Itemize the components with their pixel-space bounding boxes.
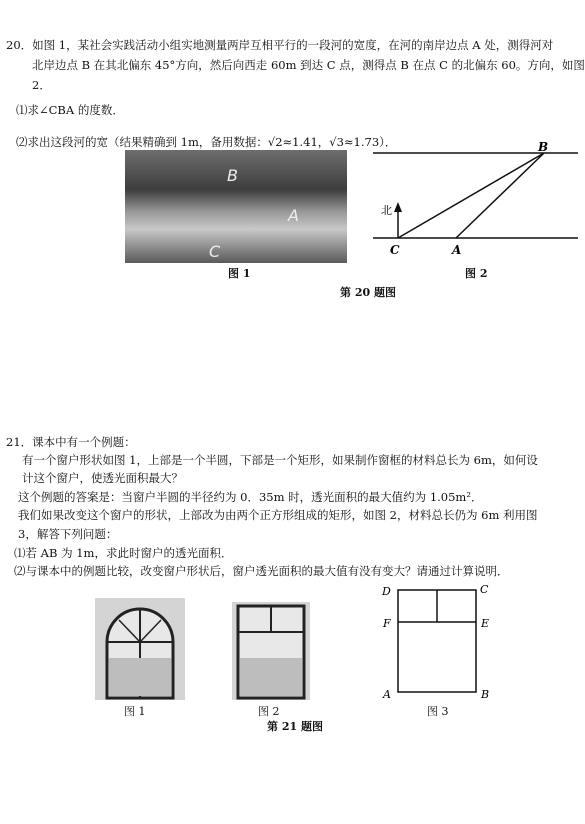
q20-text-line2: 北岸边点 B 在其北偏东 45°方向，然后向西走 60m 到达 C 点，测得点 B 在点 C 的北偏东 60。方向，如图 — [32, 58, 585, 72]
q21-rect-window-figure — [232, 602, 310, 700]
q21-text-line5: 我们如果改变这个窗户的形状，上部改为由两个正方形组成的矩形，如图 2，材料总长仍为 6m 利用图 — [18, 508, 538, 522]
q21-text-line6: 3，解答下列问题： — [18, 527, 118, 541]
q21-part1: ⑴若 AB 为 1m，求此时窗户的透光面积． — [14, 546, 233, 560]
q20-text-line3: 2． — [32, 78, 51, 92]
photo-label-b: B — [227, 166, 238, 185]
q20-figure-title: 第 20 题图 — [340, 286, 396, 299]
q21-part2: ⑵与课本中的例题比较，改变窗户形状后，窗户透光面积的最大值有没有变大？请通过计算说明． — [14, 564, 509, 578]
q21-fig1-caption: 图 1 — [124, 705, 146, 718]
q20-fig2-caption: 图 2 — [465, 267, 488, 280]
q20-part1: ⑴求∠CBA 的度数． — [16, 103, 124, 117]
q21-window-diagram — [378, 582, 498, 702]
diagram-label-north: 北 — [381, 204, 392, 217]
diagram-label-b: B — [481, 688, 490, 701]
diagram-label-c: C — [480, 583, 489, 596]
diagram-label-d: D — [382, 585, 391, 598]
photo-label-c: C — [209, 242, 221, 261]
diagram-label-c: C — [390, 243, 400, 257]
q21-text-line2: 有一个窗户形状如图 1，上部是一个半圆，下部是一个矩形，如果制作窗框的材料总长为 6m，如何设 — [22, 453, 538, 467]
photo-label-a: A — [288, 206, 299, 225]
q21-fig2-caption: 图 2 — [258, 705, 280, 718]
q21-arched-window-figure — [95, 598, 185, 700]
q21-text-line3: 计这个窗户，使透光面积最大？ — [22, 471, 183, 485]
q20-fig1-caption: 图 1 — [228, 267, 251, 280]
q20-part2: ⑵求出这段河的宽（结果精确到 1m，备用数据：√2≈1.41，√3≈1.73）． — [16, 135, 397, 149]
diagram-label-a: A — [383, 688, 391, 701]
q21-text-line4: 这个例题的答案是：当窗户半圆的半径约为 0．35m 时，透光面积的最大值约为 1.05m²． — [18, 490, 483, 504]
diagram-label-e: E — [481, 617, 490, 630]
diagram-label-b: B — [538, 140, 549, 154]
diagram-label-f: F — [383, 617, 391, 630]
q21-text-line1: 21．课本中有一个例题： — [6, 435, 136, 449]
diagram-label-a: A — [452, 243, 462, 257]
q21-figure-title: 第 21 题图 — [267, 720, 323, 733]
q20-text-line1: 20．如图 1，某社会实践活动小组实地测量两岸互相平行的一段河的宽度，在河的南岸边点 A 处，测得河对 — [6, 38, 554, 52]
q20-river-photo — [125, 150, 347, 263]
q21-fig3-caption: 图 3 — [427, 705, 449, 718]
q20-geometry-diagram — [368, 140, 583, 265]
